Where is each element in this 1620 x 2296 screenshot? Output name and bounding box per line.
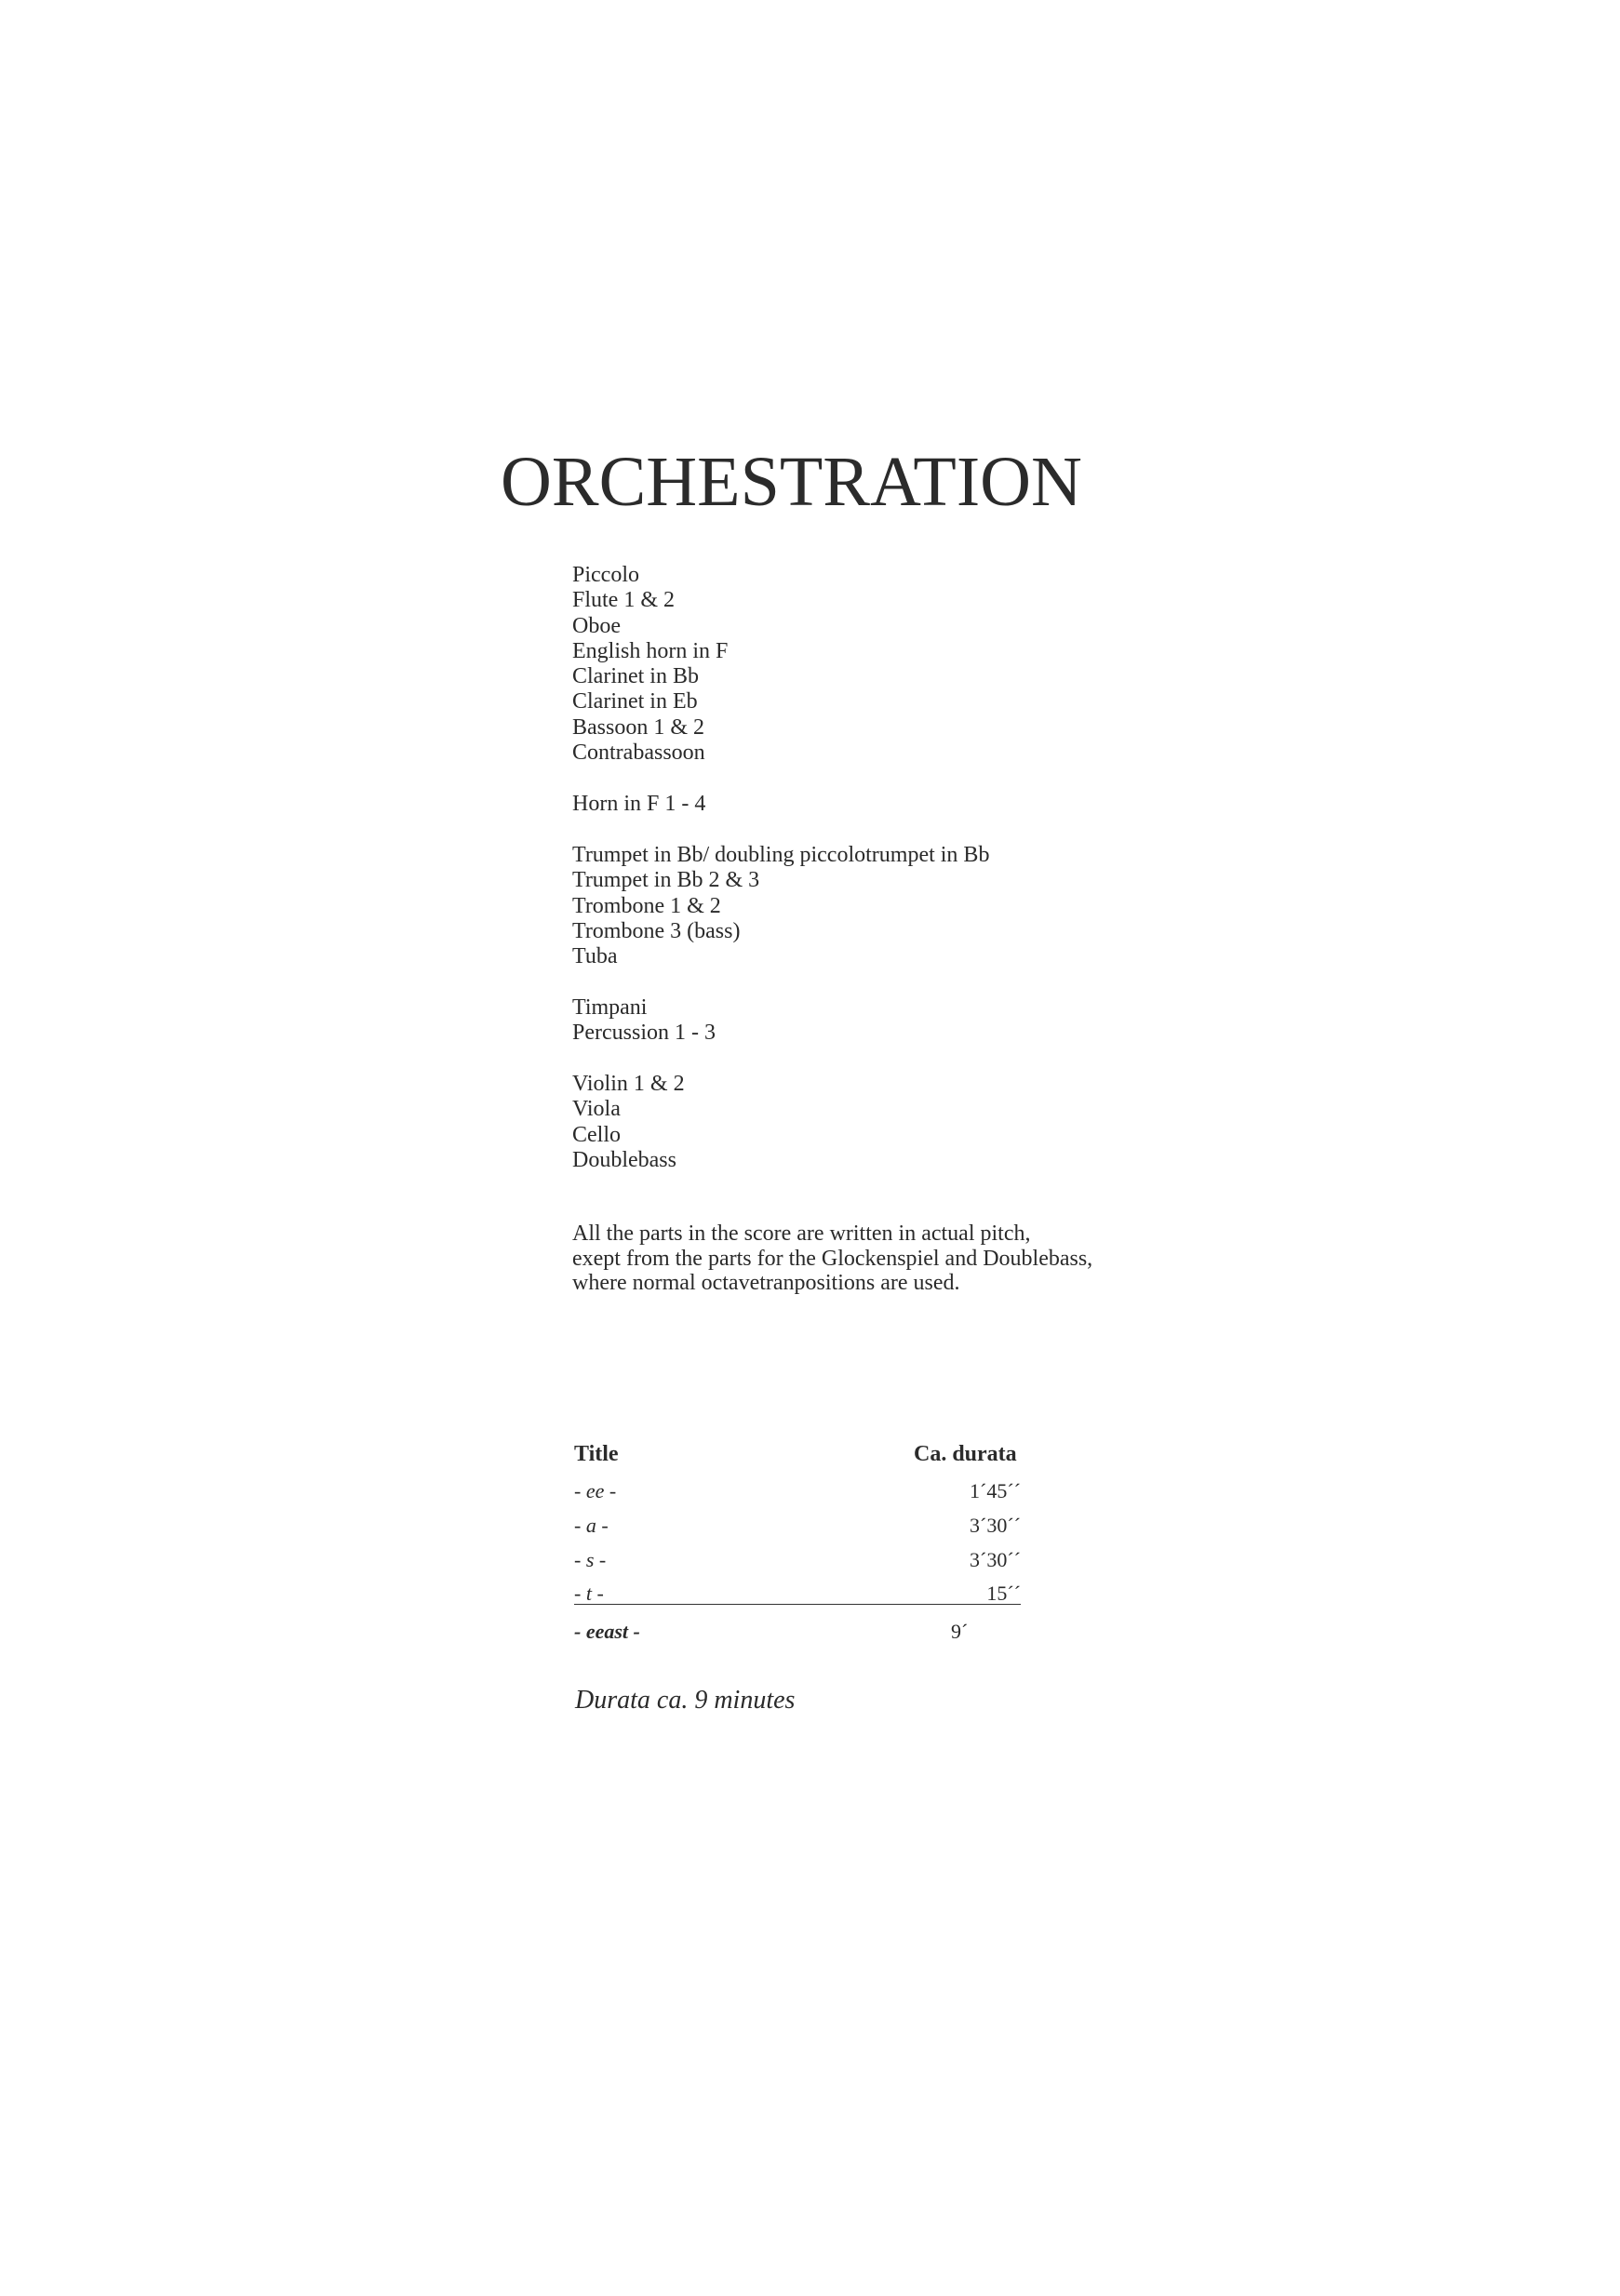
brass-list xyxy=(572,843,1224,969)
instrument-line: Horn in F 1 - 4 xyxy=(572,792,706,816)
title-column-header: Title xyxy=(574,1442,619,1466)
note-line: All the parts in the score are written in actual pitch, xyxy=(572,1221,1031,1246)
total-duration: Durata ca. 9 minutes xyxy=(575,1686,796,1715)
page-title: ORCHESTRATION xyxy=(501,443,1082,521)
movement-duration: 3´30´´ xyxy=(970,1548,1021,1571)
instrument-line: Timpani xyxy=(572,995,648,1020)
instrument-line: Piccolo xyxy=(572,563,639,587)
movement-duration: 9´ xyxy=(951,1620,969,1643)
instrument-line: Clarinet in Eb xyxy=(572,689,698,714)
duration-row xyxy=(574,1582,1021,1605)
woodwinds-list xyxy=(572,563,1224,766)
movement-title: - ee - xyxy=(574,1479,617,1502)
instrument-line: Violin 1 & 2 xyxy=(572,1072,685,1096)
instrument-line: English horn in F xyxy=(572,638,729,663)
instrument-line: Trumpet in Bb/ doubling piccolotrumpet in Bb xyxy=(572,843,990,867)
instrument-line: Flute 1 & 2 xyxy=(572,588,676,613)
horns-list xyxy=(572,792,1224,817)
duration-row xyxy=(574,1479,1021,1509)
instrument-line: Trumpet in Bb 2 & 3 xyxy=(572,868,760,893)
instrument-line: Trombone 1 & 2 xyxy=(572,893,721,918)
instrument-line: Viola xyxy=(572,1097,621,1122)
instrument-line: Cello xyxy=(572,1122,621,1147)
pitch-note xyxy=(572,1221,1317,1296)
movement-title: - t - xyxy=(574,1582,604,1605)
instrument-line: Tuba xyxy=(572,944,618,969)
duration-row xyxy=(574,1548,1021,1578)
strings-list xyxy=(572,1072,1224,1173)
duration-table-header xyxy=(574,1442,1021,1472)
movement-duration: 15´´ xyxy=(986,1582,1021,1605)
percussion-list xyxy=(572,995,1224,1047)
instrument-line: Contrabassoon xyxy=(572,741,705,766)
duration-row xyxy=(574,1514,1021,1543)
movement-duration: 3´30´´ xyxy=(970,1514,1021,1537)
instrument-line: Doublebass xyxy=(572,1147,676,1172)
instrument-line: Percussion 1 - 3 xyxy=(572,1021,716,1046)
instrument-line: Bassoon 1 & 2 xyxy=(572,714,705,740)
note-line: where normal octavetranpositions are used. xyxy=(572,1271,960,1295)
instrument-line: Oboe xyxy=(572,613,621,638)
movement-duration: 1´45´´ xyxy=(970,1479,1021,1502)
movement-title: - s - xyxy=(574,1548,607,1571)
duration-column-header: Ca. durata xyxy=(914,1442,1017,1466)
note-line: exept from the parts for the Glockenspiel and Doublebass, xyxy=(572,1246,1093,1271)
instrument-line: Clarinet in Bb xyxy=(572,664,699,689)
movement-title: - eeast - xyxy=(574,1620,640,1643)
movement-title: - a - xyxy=(574,1514,609,1537)
instrument-line: Trombone 3 (bass) xyxy=(572,918,741,943)
duration-row-total xyxy=(574,1620,1021,1649)
